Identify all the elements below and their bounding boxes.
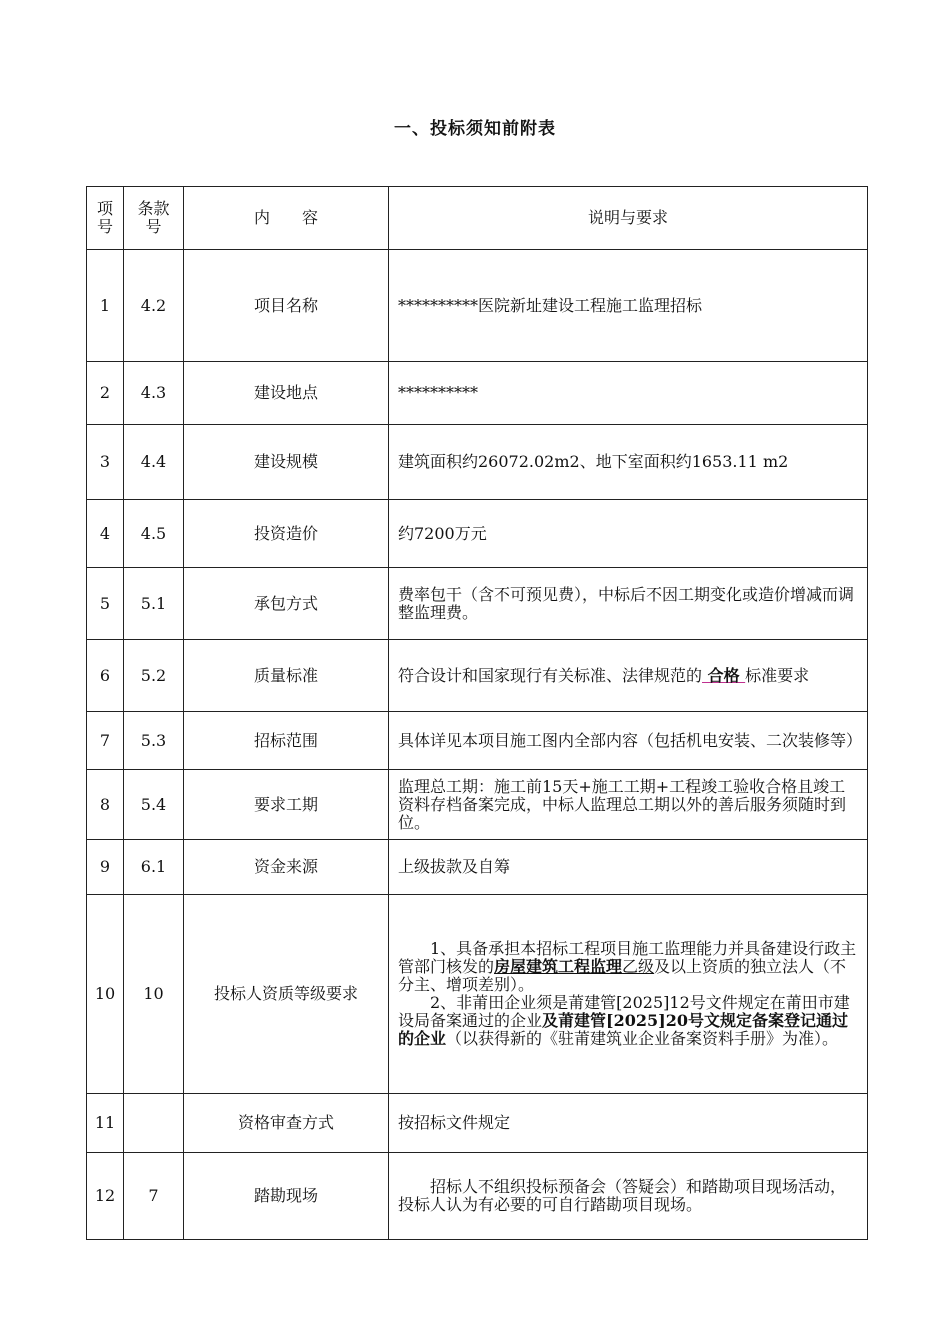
qualification-type: 房屋建筑工程监理 [494,957,623,976]
filing-requirement: 及莆建管[2025]20号文规定备案登记通过的企业 [398,1011,848,1048]
header-content: 内 容 [184,187,389,250]
row-description: 监理总工期：施工前15天+施工工期+工程竣工验收合格且竣工资料存档备案完成，中标人监理总工期以外的善后服务须随时到位。 [389,770,868,840]
row-description: 符合设计和国家现行有关标准、法律规范的 合格 标准要求 [389,640,868,712]
row-no: 10 [87,895,124,1094]
table-row [87,250,868,362]
row-description: 具体详见本项目施工图内全部内容（包括机电安装、二次装修等） [389,712,868,770]
row-clause [124,1094,184,1153]
bidding-notice-table [86,186,868,1240]
row-content: 踏勘现场 [184,1153,389,1240]
table-row [87,770,868,840]
table-row [87,1153,868,1240]
row-no: 12 [87,1153,124,1240]
table-row [87,568,868,640]
row-description: 上级拔款及自筹 [389,840,868,895]
row-content: 项目名称 [184,250,389,362]
table-row [87,640,868,712]
table-row [87,425,868,500]
row-no: 9 [87,840,124,895]
row-clause: 6.1 [124,840,184,895]
row-no: 4 [87,500,124,568]
qualification-paragraph-2: 2、非莆田企业须是莆建管[2025]12号文件规定在莆田市建设局备案通过的企业及莆建管[2025]20号文规定备案登记通过的企业（以获得新的《驻莆建筑业企业备案资料手册》为准）。 [398,993,850,1048]
row-content: 投资造价 [184,500,389,568]
row-description: 招标人不组织投标预备会（答疑会）和踏勘项目现场活动，投标人认为有必要的可自行踏勘项目现场。 [389,1153,868,1240]
row-description: 按招标文件规定 [389,1094,868,1153]
row-clause: 4.2 [124,250,184,362]
row-no: 5 [87,568,124,640]
table-row [87,895,868,1094]
row-no: 1 [87,250,124,362]
row-content: 承包方式 [184,568,389,640]
row-description: 约7200万元 [389,500,868,568]
table-header-row [87,187,868,250]
table-row [87,840,868,895]
row-clause: 4.4 [124,425,184,500]
header-item-no: 项号 [87,187,124,250]
row-no: 8 [87,770,124,840]
row-no: 3 [87,425,124,500]
qualification-paragraph-1: 1、具备承担本招标工程项目施工监理能力并具备建设行政主管部门核发的房屋建筑工程监理乙级及以上资质的独立法人（不分主、增项差别）。 [398,939,857,994]
row-clause: 10 [124,895,184,1094]
quality-grade: 合格 [702,665,746,685]
header-clause-no: 条款号 [124,187,184,250]
row-clause: 7 [124,1153,184,1240]
row-content: 建设规模 [184,425,389,500]
row-clause: 5.4 [124,770,184,840]
row-clause: 4.3 [124,362,184,425]
row-content: 要求工期 [184,770,389,840]
row-clause: 4.5 [124,500,184,568]
table-row [87,500,868,568]
row-content: 招标范围 [184,712,389,770]
row-content: 投标人资质等级要求 [184,895,389,1094]
row-description: 费率包干（含不可预见费），中标后不因工期变化或造价增减而调整监理费。 [389,568,868,640]
row-content: 资金来源 [184,840,389,895]
row-description: ********** [389,362,868,425]
row-no: 2 [87,362,124,425]
table-row [87,362,868,425]
row-clause: 5.1 [124,568,184,640]
row-content: 质量标准 [184,640,389,712]
row-no: 11 [87,1094,124,1153]
row-content: 建设地点 [184,362,389,425]
row-description: 建筑面积约26072.02m2、地下室面积约1653.11 m2 [389,425,868,500]
table-row [87,712,868,770]
qualification-grade: 乙级 [622,957,655,976]
header-description: 说明与要求 [389,187,868,250]
row-no: 6 [87,640,124,712]
row-description [389,895,868,1094]
row-clause: 5.2 [124,640,184,712]
page-title: 一、投标须知前附表 [394,119,556,139]
row-content: 资格审查方式 [184,1094,389,1153]
row-clause: 5.3 [124,712,184,770]
row-no: 7 [87,712,124,770]
row-description: **********医院新址建设工程施工监理招标 [389,250,868,362]
table-row [87,1094,868,1153]
